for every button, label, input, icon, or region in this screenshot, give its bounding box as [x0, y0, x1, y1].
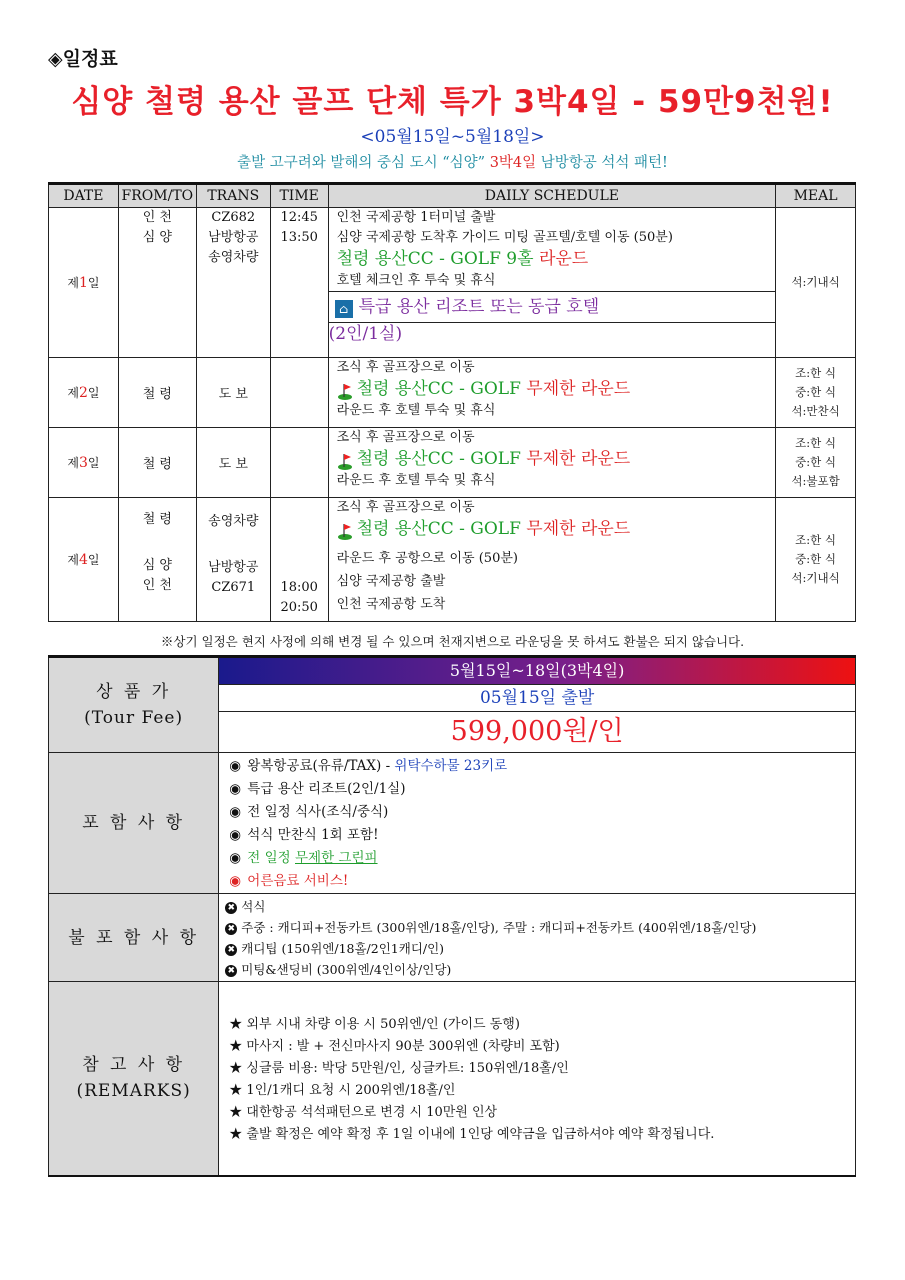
schedule-cell: 인천 국제공항 1터미널 출발 심양 국제공항 도착후 가이드 미팅 골프텔/호텔 이동 (50분) 철령 용산CC - GOLF 9홀 라운드 호텔 체크인 후 투숙 및 휴식 ⌂ 특급 용산 리조트 또는 동급 호텔 (2인/1실) [328, 208, 776, 358]
star-icon: ★ [229, 1105, 247, 1120]
section-label: ◈일정표 [48, 48, 118, 70]
day-row-3 [49, 428, 856, 498]
tour-fee-values [219, 657, 856, 753]
excluded-label: 불 포 함 사 항 [49, 894, 219, 982]
from-to-cell: 철 령 심 양 인 천 [118, 498, 196, 622]
star-icon: ★ [229, 1061, 247, 1076]
subtitle-duration: 3박4일 [489, 155, 537, 171]
price-table [48, 655, 856, 1177]
list-item: ✖ 석식 [225, 896, 855, 917]
hotel-icon: ⌂ [335, 300, 353, 318]
list-item: ◉ 특급 용산 리조트(2인/1실) [229, 778, 855, 801]
trans-cell: CZ682 남방항공 송영차량 [196, 208, 270, 358]
list-item: ◉ 왕복항공료(유류/TAX) - 위탁수하물 23키로 [229, 755, 855, 778]
subtitle-part1: 출발 고구려와 발해의 중심 도시 “심양” [237, 155, 490, 171]
list-item: ★ 싱글룸 비용: 박당 5만원/인, 싱글카트: 150위엔/18홀/인 [229, 1061, 569, 1076]
golf-flag-icon [337, 382, 353, 400]
list-item: ◉ 어른음료 서비스! [229, 870, 855, 893]
departure-date: 05월15일 출발 [219, 684, 855, 712]
time-cell: 12:45 13:50 [270, 208, 328, 358]
meal-cell: 조:한 식 중:한 식 석:불포함 [776, 428, 856, 498]
star-icon: ★ [229, 1017, 247, 1032]
circle-bullet-icon: ◉ [229, 781, 242, 797]
meal-cell: 조:한 식 중:한 식 석:만찬식 [776, 358, 856, 428]
circle-bullet-icon: ◉ [229, 758, 242, 774]
time-cell: 18:00 20:50 [270, 498, 328, 622]
schedule-cell: 조식 후 골프장으로 이동 철령 용산CC - GOLF 무제한 라운드 라운드 후 공항으로 이동 (50분) 심양 국제공항 출발 인천 국제공항 도착 [328, 498, 776, 622]
star-icon: ★ [229, 1039, 247, 1054]
tour-fee-label: 상 품 가 (Tour Fee) [49, 657, 219, 753]
x-circle-icon: ✖ [225, 965, 237, 977]
excluded-list [219, 894, 856, 982]
day-label: 제4일 [49, 498, 119, 622]
list-item: ★ 1인/1캐디 요청 시 200위엔/18홀/인 [229, 1083, 456, 1098]
day-row-1 [49, 208, 856, 358]
x-circle-icon: ✖ [225, 944, 237, 956]
remarks-list [219, 982, 856, 1176]
day-row-2 [49, 358, 856, 428]
circle-bullet-icon: ◉ [229, 850, 242, 866]
trans-cell: 송영차량 남방항공 CZ671 [196, 498, 270, 622]
x-circle-icon: ✖ [225, 902, 237, 914]
included-list [219, 753, 856, 894]
meal-cell: 석:기내식 [776, 208, 856, 358]
list-item: ★ 출발 확정은 예약 확정 후 1일 이내에 1인당 예약금을 입금하셔야 예약 확정됩니다. [229, 1127, 715, 1142]
list-item: ◉ 전 일정 무제한 그린피 [229, 847, 855, 870]
included-label: 포 함 사 항 [49, 753, 219, 894]
excluded-row [49, 894, 856, 982]
subtitle-part2: 남방항공 석석 패턴! [536, 155, 668, 171]
list-item: ✖ 캐디팁 (150위엔/18홀/2인1캐디/인) [225, 938, 855, 959]
star-icon: ★ [229, 1127, 247, 1142]
day-row-4 [49, 498, 856, 622]
list-item: ★ 마사지 : 발 + 전신마사지 90분 300위엔 (차량비 포함) [229, 1039, 560, 1054]
x-circle-icon: ✖ [225, 923, 237, 935]
included-row [49, 753, 856, 894]
list-item: ★ 대한항공 석석패턴으로 변경 시 10만원 인상 [229, 1105, 498, 1120]
tour-price: 599,000원/인 [450, 716, 624, 747]
tour-period: 5월15일~18일(3박4일) [219, 658, 855, 684]
col-daily-schedule: DAILY SCHEDULE [328, 184, 776, 208]
list-item: ★ 외부 시내 차량 이용 시 50위엔/인 (가이드 동행) [229, 1017, 520, 1032]
schedule-cell: 조식 후 골프장으로 이동 철령 용산CC - GOLF 무제한 라운드 라운드 후 호텔 투숙 및 휴식 [328, 428, 776, 498]
remarks-label: 참 고 사 항 (REMARKS) [49, 982, 219, 1176]
col-meal: MEAL [776, 184, 856, 208]
golf-flag-icon [337, 452, 353, 470]
col-from-to: FROM/TO [118, 184, 196, 208]
schedule-note: ※상기 일정은 현지 사정에 의해 변경 될 수 있으며 천재지변으로 라운딩을 못 하셔도 환불은 되지 않습니다. [160, 634, 745, 649]
list-item: ✖ 주중 : 캐디피+전동카트 (300위엔/18홀/인당), 주말 : 캐디피+전동카트 (400위엔/18홀/인당) [225, 917, 855, 938]
tour-fee-row [49, 657, 856, 753]
time-cell [270, 358, 328, 428]
list-item: ◉ 전 일정 식사(조식/중식) [229, 801, 855, 824]
from-to-cell: 철 령 [118, 358, 196, 428]
day-label: 제2일 [49, 358, 119, 428]
hotel-room: (2인/1실) [328, 324, 403, 344]
day-label: 제3일 [49, 428, 119, 498]
schedule-header-row [49, 184, 856, 208]
golf-flag-icon [337, 522, 353, 540]
trans-cell: 도 보 [196, 358, 270, 428]
date-range: <05월15일~5월18일> [360, 127, 545, 147]
schedule-table [48, 182, 856, 622]
trans-cell: 도 보 [196, 428, 270, 498]
list-item: ◉ 석식 만찬식 1회 포함! [229, 824, 855, 847]
list-item: ✖ 미팅&샌딩비 (300위엔/4인이상/인당) [225, 959, 855, 980]
circle-bullet-icon: ◉ [229, 804, 242, 820]
meal-cell: 조:한 식 중:한 식 석:기내식 [776, 498, 856, 622]
subtitle [0, 151, 905, 172]
schedule-cell: 조식 후 골프장으로 이동 철령 용산CC - GOLF 무제한 라운드 라운드 후 호텔 투숙 및 휴식 [328, 358, 776, 428]
col-date: DATE [49, 184, 119, 208]
from-to-cell: 인 천 심 양 [118, 208, 196, 358]
time-cell [270, 428, 328, 498]
hotel-name: 특급 용산 리조트 또는 동급 호텔 [358, 297, 600, 317]
circle-bullet-icon: ◉ [229, 827, 242, 843]
col-time: TIME [270, 184, 328, 208]
col-trans: TRANS [196, 184, 270, 208]
star-icon: ★ [229, 1083, 247, 1098]
page-title: 심양 철령 용산 골프 단체 특가 3박4일 - 59만9천원! [71, 84, 834, 120]
circle-bullet-icon: ◉ [229, 873, 242, 889]
remarks-row [49, 982, 856, 1176]
from-to-cell: 철 령 [118, 428, 196, 498]
day-label: 제1일 [49, 208, 119, 358]
